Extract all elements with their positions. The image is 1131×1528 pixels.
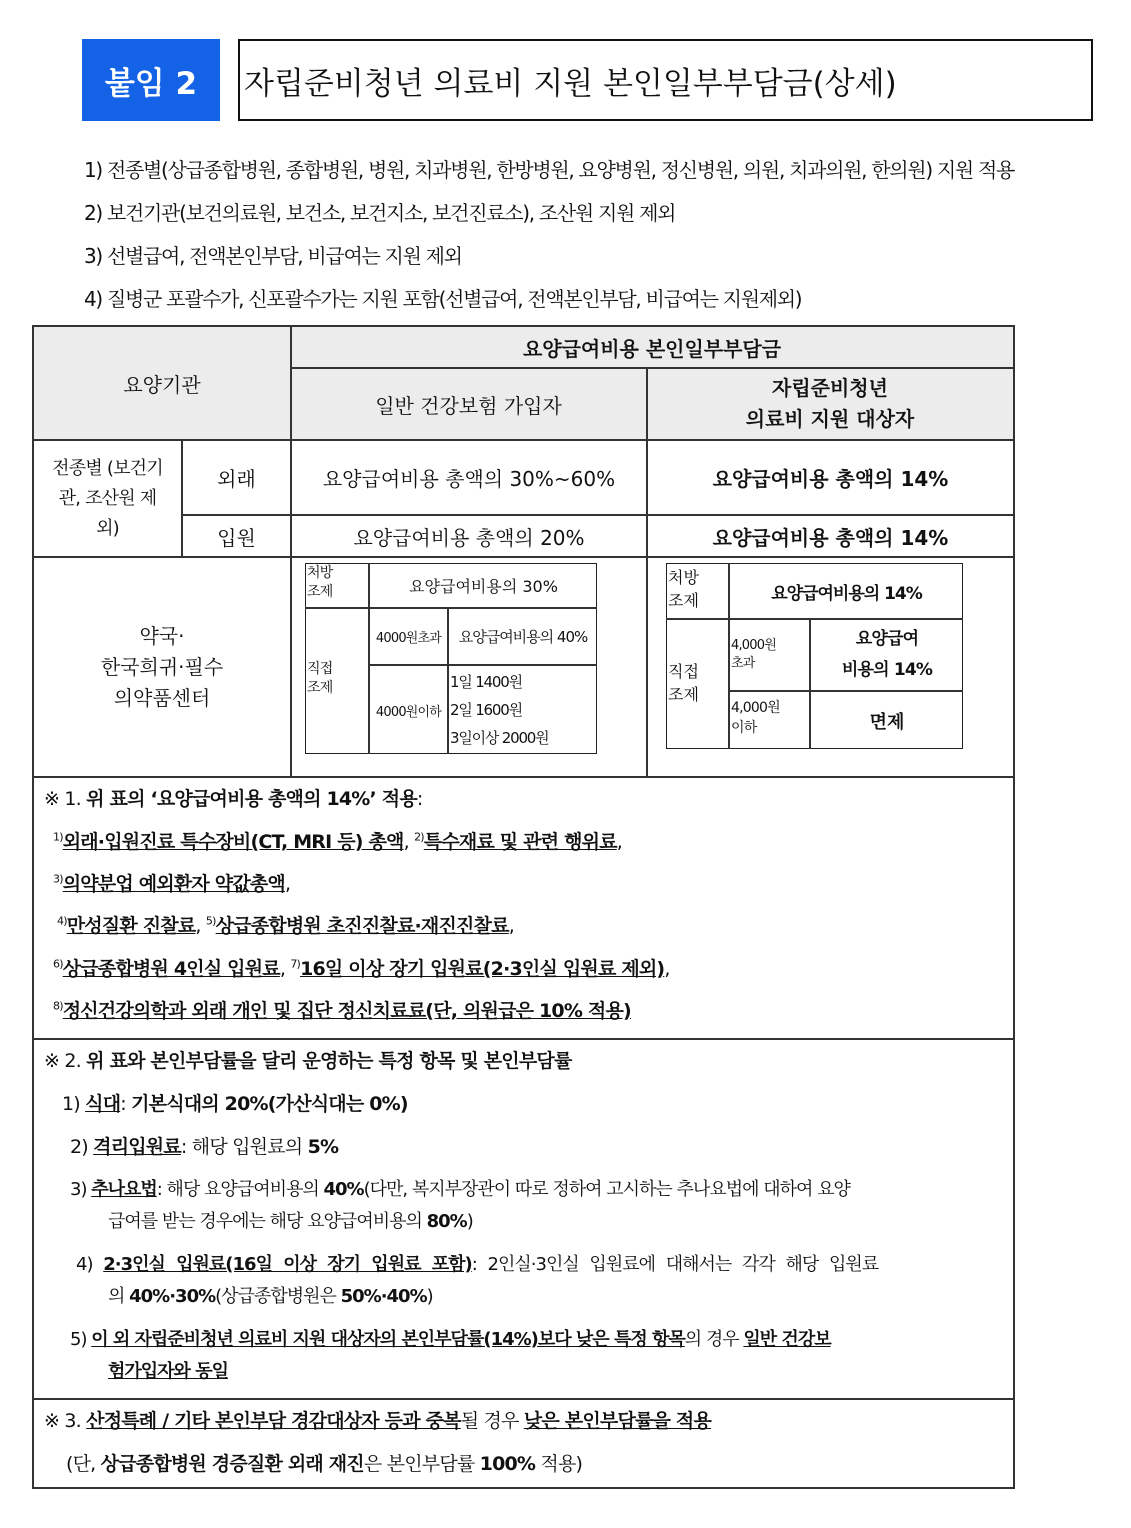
remark2-room-text: : 2인실·3인실 입원료에 대해서는 각각 해당 입원료 xyxy=(471,1254,879,1275)
item-number: 7) xyxy=(290,957,301,971)
gen-rx-line2: 조제 xyxy=(307,584,333,600)
separator: ) xyxy=(466,1211,473,1232)
remark2-line1 xyxy=(62,1089,408,1116)
item-number: 6) xyxy=(53,957,63,971)
separator: , xyxy=(664,958,670,980)
row-all-types-line1: 전종별 (보건기 xyxy=(52,457,163,479)
remark1-item8: 정신건강의학과 외래 개인 및 집단 정신치료료(단, 의원급은 10% 적용) xyxy=(62,1000,631,1022)
remark3-text4: 적용) xyxy=(535,1453,583,1475)
remark1-heading-text: 위 표의 ‘요양급여비용 총액의 14%’ 적용 xyxy=(86,788,417,810)
header-copay-group-label: 요양급여비용 본인일부부담금 xyxy=(522,337,782,361)
remark2-chuna-note: (다만, 복지부장관이 따로 정하여 고시하는 추나요법에 대하여 요양 xyxy=(363,1179,850,1200)
remark3-text: 될 경우 xyxy=(460,1410,524,1432)
inpatient-target xyxy=(648,516,1013,556)
remark2-heading-text: 위 표와 본인부담률을 달리 운영하는 특정 항목 및 본인부담률 xyxy=(86,1050,572,1072)
remark1-line3 xyxy=(57,911,514,938)
remark1-line1 xyxy=(53,827,622,854)
header-institution-label: 요양기관 xyxy=(123,372,201,397)
remark2-line5b xyxy=(108,1357,228,1383)
item-number: 4) xyxy=(57,914,67,928)
remark3-line2 xyxy=(66,1449,582,1476)
document-title xyxy=(238,39,1093,121)
remark2-line4 xyxy=(76,1250,878,1276)
divider xyxy=(34,776,1013,778)
inpatient-general-text: 요양급여비용 총액의 20% xyxy=(353,525,585,550)
divider xyxy=(34,1398,1013,1400)
outpatient-target-text: 요양급여비용 총액의 14% xyxy=(712,467,949,491)
remark1-item2: 특수재료 및 관련 행위료 xyxy=(423,831,617,853)
gen-under-v3: 3일이상 2000원 xyxy=(450,729,549,747)
gen-rx-value xyxy=(370,564,597,607)
gen-rx-label xyxy=(307,564,332,602)
gen-direct-label xyxy=(307,660,332,698)
tgt-over-value xyxy=(811,620,963,690)
gen-under-v2: 2일 1600원 xyxy=(450,701,522,719)
header-institution xyxy=(34,327,290,439)
row-all-types-line2: 관, 조산원 제 xyxy=(58,487,157,509)
remark3-prefix: ※ 3. xyxy=(44,1410,87,1432)
separator: : xyxy=(120,1093,132,1115)
title-text: 자립준비청년 의료비 지원 본인일부부담금(상세) xyxy=(244,65,897,102)
outpatient-text: 외래 xyxy=(217,467,256,491)
remark1-colon: : xyxy=(416,788,423,810)
divider xyxy=(646,369,648,777)
tgt-under-value-text: 면제 xyxy=(869,711,905,733)
divider xyxy=(290,367,1013,369)
remark2-isolation-value: 5% xyxy=(307,1136,339,1158)
remark2-other-key3: 험가입자와 동일 xyxy=(108,1361,228,1382)
remark3-key2: 낮은 본인부담률을 적용 xyxy=(523,1410,712,1432)
tgt-rx-line1: 처방 xyxy=(668,568,699,587)
remark2-other-text: 의 경우 xyxy=(684,1329,744,1350)
note-4: 4) 질병군 포괄수가, 신포괄수가는 지원 포함(선별급여, 전액본인부담, 비급여는 지원제외) xyxy=(84,287,802,311)
item-number: 1) xyxy=(53,830,63,844)
note-2: 2) 보건기관(보건의료원, 보건소, 보건지소, 보건진료소), 조산원 지원 제외 xyxy=(84,201,676,225)
tgt-under-value xyxy=(811,692,963,749)
remark2-room-text3: (상급종합병원은 xyxy=(215,1286,341,1307)
remark2-chuna-text: : 해당 요양급여비용의 xyxy=(156,1179,324,1200)
gen-over-value xyxy=(449,609,597,664)
header-target xyxy=(647,369,1013,439)
tgt-direct-line2: 조제 xyxy=(668,685,699,704)
gen-rx-value-text: 요양급여비용의 30% xyxy=(409,577,558,596)
separator: , xyxy=(508,915,514,937)
tgt-over-value-line1: 요양급여 xyxy=(855,629,919,649)
tgt-rx-label xyxy=(668,566,699,612)
remark2-line5 xyxy=(70,1325,831,1351)
badge-label: 붙임 2 xyxy=(104,65,198,102)
remark1-heading xyxy=(44,784,423,811)
remark3-key1: 산정특례 / 기타 본인부담 경감대상자 등과 중복 xyxy=(86,1410,461,1432)
pharmacy-line1: 약국· xyxy=(139,623,185,648)
remark2-isolation-text: : 해당 입원료의 xyxy=(180,1136,308,1158)
inpatient-text: 입원 xyxy=(217,525,256,550)
header-copay-group xyxy=(291,327,1013,368)
item-number: 5) xyxy=(70,1329,92,1350)
pharmacy-line3: 의약품센터 xyxy=(113,685,211,710)
tgt-under-label xyxy=(731,698,780,738)
outpatient-general-text: 요양급여비용 총액의 30%~60% xyxy=(322,467,616,491)
tgt-over-label xyxy=(731,637,776,673)
remark2-chuna-key: 추나요법 xyxy=(91,1179,157,1200)
remark2-meal-key: 식대 xyxy=(85,1093,121,1115)
item-number: 5) xyxy=(205,914,216,928)
divider xyxy=(34,1038,1013,1040)
remark2-chuna-note2: 급여를 받는 경우에는 해당 요양급여비용의 xyxy=(108,1211,427,1232)
item-number: 8) xyxy=(53,999,63,1013)
remark2-line3 xyxy=(70,1175,850,1201)
attachment-badge xyxy=(82,39,220,121)
remark3-heading xyxy=(44,1406,711,1433)
remark2-isolation-key: 격리입원료 xyxy=(93,1136,181,1158)
header-target-line1: 자립준비청년 xyxy=(772,376,888,400)
item-number: 4) xyxy=(76,1254,104,1275)
remark3-key3: 상급종합병원 경증질환 외래 재진 xyxy=(100,1453,364,1475)
tgt-direct-label xyxy=(668,660,699,706)
pharmacy-line2: 한국희귀·필수 xyxy=(100,654,224,679)
remark1-item7: 16일 이상 장기 입원료(2·3인실 입원료 제외) xyxy=(300,958,665,980)
remark2-heading xyxy=(44,1046,572,1073)
inpatient-label xyxy=(183,516,290,556)
pharmacy-label xyxy=(34,558,290,776)
header-target-line2: 의료비 지원 대상자 xyxy=(745,407,915,431)
remark1-item1: 외래·입원진료 특수장비(CT, MRI 등) 총액 xyxy=(62,831,404,853)
gen-over-label xyxy=(370,609,447,664)
tgt-rx-value-text: 요양급여비용의 14% xyxy=(771,583,922,604)
remark2-room-text2: 의 xyxy=(108,1286,130,1307)
remark2-other-key: 이 외 자립준비청년 의료비 지원 대상자의 본인부담률(14%)보다 낮은 특정 항목 xyxy=(91,1329,685,1350)
tgt-direct-line1: 직접 xyxy=(668,662,699,681)
remark3-text3: 은 본인부담률 xyxy=(363,1453,480,1475)
gen-under-values xyxy=(450,668,548,752)
tgt-over-line1: 4,000원 xyxy=(731,638,776,653)
note-3: 3) 선별급여, 전액본인부담, 비급여는 지원 제외 xyxy=(84,244,462,268)
remark1-item3: 의약분업 예외환자 약값총액 xyxy=(62,873,285,895)
tgt-under-line2: 이하 xyxy=(731,720,757,736)
item-number: 3) xyxy=(53,872,63,886)
remark2-room-value: 40%·30% xyxy=(129,1286,216,1307)
tgt-over-line2: 초과 xyxy=(731,656,755,671)
remark2-line4b xyxy=(108,1282,433,1308)
remark1-item5: 상급종합병원 초진진찰료·재진진찰료 xyxy=(215,915,509,937)
gen-over-text: 4000원초과 xyxy=(375,631,442,646)
tgt-rx-value xyxy=(730,564,963,618)
remark1-item4: 만성질환 진찰료 xyxy=(66,915,196,937)
note-1: 1) 전종별(상급종합병원, 종합병원, 병원, 치과병원, 한방병원, 요양병원, 정신병원, 의원, 치과의원, 한의원) 지원 적용 xyxy=(84,158,1015,182)
remark2-line3b xyxy=(108,1207,473,1233)
outpatient-general xyxy=(292,441,646,514)
remark1-prefix: ※ 1. xyxy=(44,788,87,810)
gen-direct-line2: 조제 xyxy=(307,680,333,696)
gen-rx-line1: 처방 xyxy=(307,565,333,581)
remark2-line2 xyxy=(70,1132,338,1159)
remark2-chuna-value2: 80% xyxy=(426,1211,467,1232)
remark1-item6: 상급종합병원 4인실 입원료 xyxy=(62,958,280,980)
outpatient-label xyxy=(183,441,290,514)
inpatient-target-text: 요양급여비용 총액의 14% xyxy=(712,525,949,550)
item-number: 2) xyxy=(414,830,424,844)
separator: , xyxy=(195,915,201,937)
item-number: 1) xyxy=(62,1093,86,1115)
remark2-other-key2: 일반 건강보 xyxy=(743,1329,831,1350)
item-number: 2) xyxy=(70,1136,94,1158)
separator: , xyxy=(284,873,291,895)
header-general-label: 일반 건강보험 가입자 xyxy=(375,393,562,418)
remark3-value: 100% xyxy=(479,1453,536,1475)
gen-under-text: 4000원이하 xyxy=(375,704,442,720)
remark3-text2: (단, xyxy=(66,1453,101,1475)
remark1-line2 xyxy=(53,869,290,896)
header-general xyxy=(291,369,646,439)
separator: , xyxy=(616,831,623,853)
inpatient-general xyxy=(292,516,646,556)
remark2-meal-value: 기본식대의 20%(가산식대는 0%) xyxy=(131,1093,408,1115)
gen-over-value-text: 요양급여비용의 40% xyxy=(458,628,588,646)
separator: , xyxy=(403,831,409,853)
separator: ) xyxy=(426,1286,433,1307)
remark1-line4 xyxy=(53,954,670,981)
gen-under-label xyxy=(370,666,447,754)
tgt-under-line1: 4,000원 xyxy=(731,700,780,716)
item-number: 3) xyxy=(70,1179,92,1200)
gen-under-v1: 1일 1400원 xyxy=(450,673,522,691)
outpatient-target xyxy=(648,441,1013,514)
row-all-types-label xyxy=(34,441,181,556)
remark1-line5 xyxy=(53,996,631,1023)
separator: , xyxy=(279,958,286,980)
gen-direct-line1: 직접 xyxy=(307,661,333,677)
remark2-chuna-value: 40% xyxy=(323,1179,364,1200)
remark2-room-key: 2·3인실 입원료(16일 이상 장기 입원료 포함) xyxy=(103,1254,472,1275)
remark2-prefix: ※ 2. xyxy=(44,1050,87,1072)
remark2-room-value2: 50%·40% xyxy=(340,1286,427,1307)
tgt-rx-line2: 조제 xyxy=(668,591,699,610)
row-all-types-line3: 외) xyxy=(96,517,119,539)
tgt-over-value-line2: 비용의 14% xyxy=(841,660,933,680)
